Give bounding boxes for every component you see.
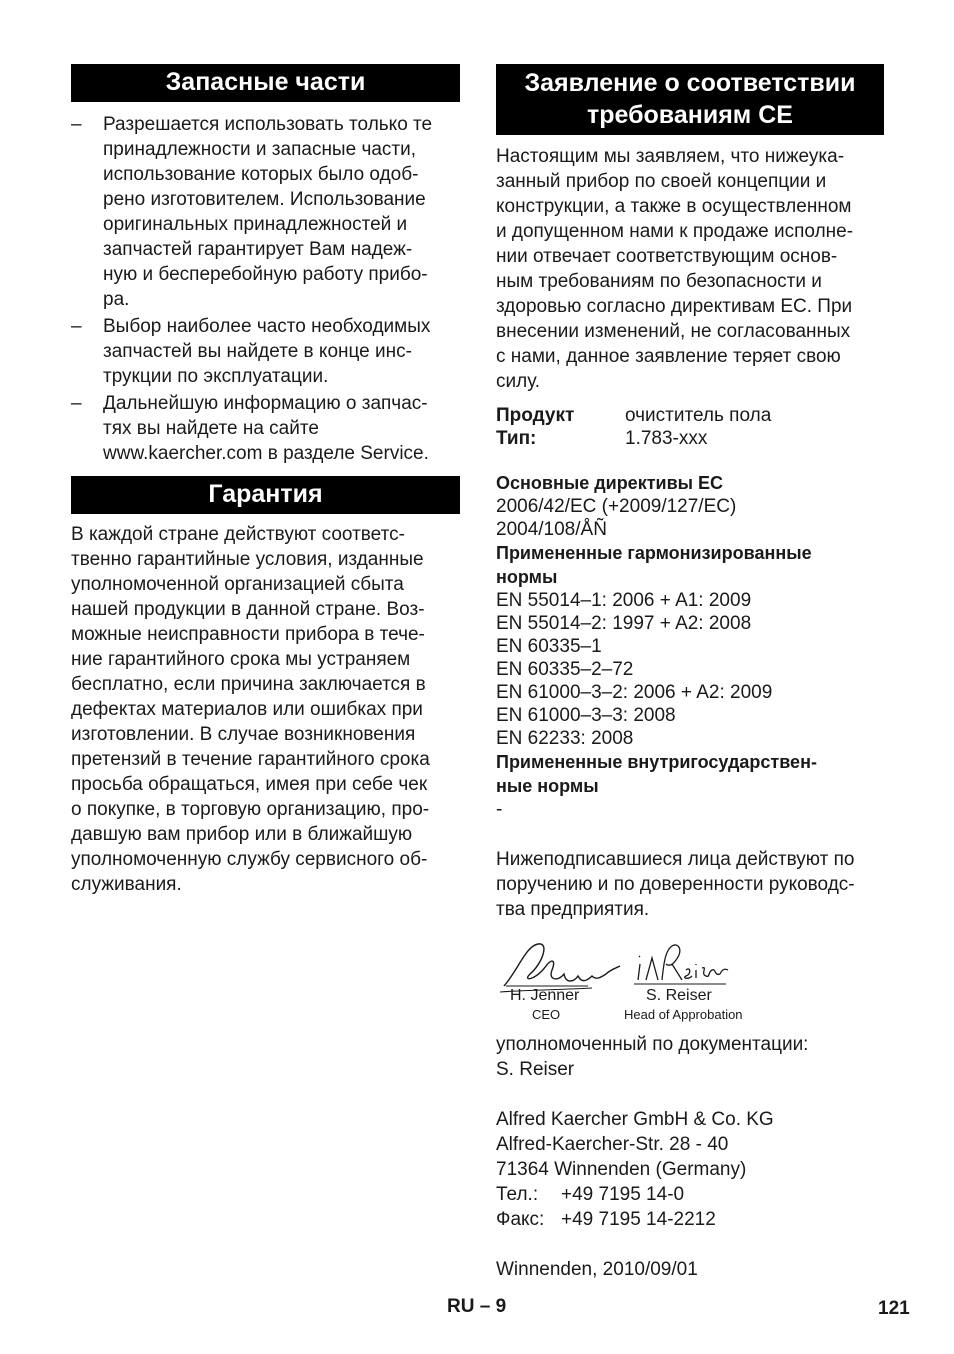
text-line: о покупке, в торговую организацию, про-: [71, 799, 430, 820]
text-line: использование которых было одоб-: [103, 164, 419, 185]
national-title-cont: ные нормы: [496, 776, 599, 796]
text-line: рено изготовителем. Использование: [103, 189, 426, 210]
text-line: занный прибор по своей концепции и: [496, 171, 827, 192]
text-line: Выбор наиболее часто необходимых: [103, 316, 431, 337]
place-date: Winnenden, 2010/09/01: [496, 1259, 698, 1280]
standard-line: EN 60335–2–72: [496, 659, 634, 680]
signatories-text: [496, 847, 884, 922]
standard-line: EN 61000–3–3: 2008: [496, 705, 676, 726]
text-line: www.kaercher.com в разделе Service.: [103, 443, 429, 464]
warranty-text: [71, 522, 460, 897]
text-line: 71364 Winnenden (Germany): [496, 1159, 747, 1180]
harmonized-title-cont: нормы: [496, 567, 558, 587]
text-line: Alfred-Kaercher-Str. 28 - 40: [496, 1134, 729, 1155]
type-value: 1.783-xxx: [625, 428, 708, 449]
signer1-role: CEO: [532, 1007, 561, 1022]
text-line: Разрешается использовать только те: [103, 114, 433, 135]
standard-line: EN 55014–1: 2006 + A1: 2009: [496, 590, 752, 611]
ce-heading: [496, 64, 884, 135]
bullet-dash: –: [71, 316, 82, 337]
text-line: Нижеподписавшиеся лица действуют по: [496, 849, 855, 870]
list-item: [71, 112, 460, 312]
text-line: силу.: [496, 371, 541, 392]
product-info: [496, 404, 884, 450]
text-line: принадлежности и запасные части,: [103, 139, 416, 160]
standard-line: EN 55014–2: 1997 + A2: 2008: [496, 613, 752, 634]
documentation-person: S. Reiser: [496, 1059, 575, 1080]
national-value: -: [496, 799, 503, 820]
footer-page-number: 121: [878, 1298, 910, 1319]
text-line: запчастей гарантирует Вам надеж-: [103, 239, 413, 260]
text-line: давшую вам прибор или в ближайшую: [71, 824, 413, 845]
text-line: просьба обращаться, имея при себе чек: [71, 774, 428, 795]
text-line: Настоящим мы заявляем, что нижеука-: [496, 146, 845, 167]
ce-intro: [496, 144, 884, 394]
text-line: ра.: [103, 289, 130, 310]
list-item: [71, 314, 460, 389]
signer1-name: H. Jenner: [510, 987, 580, 1004]
harmonized-title: Примененные гармонизированные: [496, 543, 812, 563]
standard-line: EN 60335–1: [496, 636, 602, 657]
text-line: Alfred Kaercher GmbH & Co. KG: [496, 1109, 774, 1130]
bullet-dash: –: [71, 114, 82, 135]
fax-value: +49 7195 14-2212: [561, 1209, 716, 1230]
heading-line: Заявление о соответствии: [524, 69, 856, 97]
spare-parts-list: [71, 112, 460, 466]
signature-reiser-icon: [638, 945, 728, 980]
text-line: нашей продукции в данной стране. Воз-: [71, 599, 425, 620]
text-line: и допущенном нами к продаже исполне-: [496, 221, 854, 242]
list-item: [71, 391, 460, 466]
text-line: запчастей вы найдете в конце инс-: [103, 341, 412, 362]
spare-parts-heading: Запасные части: [71, 64, 460, 102]
signature-block: [496, 940, 884, 1032]
directives-section: [496, 471, 884, 821]
documentation-block: [496, 1032, 884, 1082]
left-column: [71, 64, 460, 897]
type-row: [496, 427, 884, 450]
national-title: Примененные внутригосударствен-: [496, 752, 817, 772]
documentation-label: уполномоченный по документации:: [496, 1034, 809, 1055]
text-line: дефектах материалов или ошибках при: [71, 699, 423, 720]
text-line: можные неисправности прибора в тече-: [71, 624, 425, 645]
text-line: тях вы найдете на сайте: [103, 418, 319, 439]
directives-title: Основные директивы ЕС: [496, 473, 724, 493]
fax-label: Факс:: [496, 1209, 545, 1230]
text-line: оригинальных принадлежностей и: [103, 214, 408, 235]
text-line: твенно гарантийные условия, изданные: [71, 549, 424, 570]
text-line: В каждой стране действуют соответс-: [71, 524, 405, 545]
text-line: ным требованиям по безопасности и: [496, 271, 822, 292]
text-line: нии отвечает соответствующим основ-: [496, 246, 838, 267]
directive-line: 2004/108/ÅÑ: [496, 519, 607, 540]
signer2-role: Head of Approbation: [624, 1007, 743, 1022]
text-line: внесении изменений, не согласованных: [496, 321, 851, 342]
phone-label: Тел.:: [496, 1184, 539, 1205]
type-label: Тип:: [496, 428, 537, 449]
text-line: служивания.: [71, 874, 182, 895]
product-label: Продукт: [496, 405, 575, 426]
warranty-heading: Гарантия: [71, 476, 460, 514]
text-line: здоровью согласно директивам ЕС. При: [496, 296, 853, 317]
footer-lang-page: RU – 9: [447, 1296, 507, 1317]
fax-row: [496, 1207, 884, 1232]
text-line: конструкции, а также в осуществленном: [496, 196, 852, 217]
text-line: ную и бесперебойную работу прибо-: [103, 264, 428, 285]
text-line: уполномоченную службу сервисного об-: [71, 849, 428, 870]
product-row: [496, 404, 884, 427]
standard-line: EN 61000–3–2: 2006 + A2: 2009: [496, 682, 773, 703]
text-line: бесплатно, если причина заключается в: [71, 674, 426, 695]
signature-jenner-icon: [504, 944, 620, 986]
text-line: уполномоченной организацией сбыта: [71, 574, 404, 595]
phone-value: +49 7195 14-0: [561, 1184, 685, 1205]
text-line: Дальнейшую информацию о запчас-: [103, 393, 428, 414]
right-column: [496, 64, 884, 1282]
product-value: очиститель пола: [625, 405, 772, 426]
text-line: поручению и по доверенности руководс-: [496, 874, 855, 895]
bullet-dash: –: [71, 393, 82, 414]
text-line: претензий в течение гарантийного срока: [71, 749, 430, 770]
text-line: трукции по эксплуатации.: [103, 366, 329, 387]
text-line: тва предприятия.: [496, 899, 650, 920]
text-line: изготовлении. В случае возникновения: [71, 724, 416, 745]
standard-line: EN 62233: 2008: [496, 728, 634, 749]
directive-line: 2006/42/EC (+2009/127/EC): [496, 496, 737, 517]
signer2-name: S. Reiser: [646, 987, 712, 1004]
company-address: [496, 1107, 884, 1232]
text-line: ние гарантийного срока мы устраняем: [71, 649, 411, 670]
heading-line: требованиям CE: [587, 101, 793, 129]
text-line: с нами, данное заявление теряет свою: [496, 346, 841, 367]
phone-row: [496, 1182, 884, 1207]
